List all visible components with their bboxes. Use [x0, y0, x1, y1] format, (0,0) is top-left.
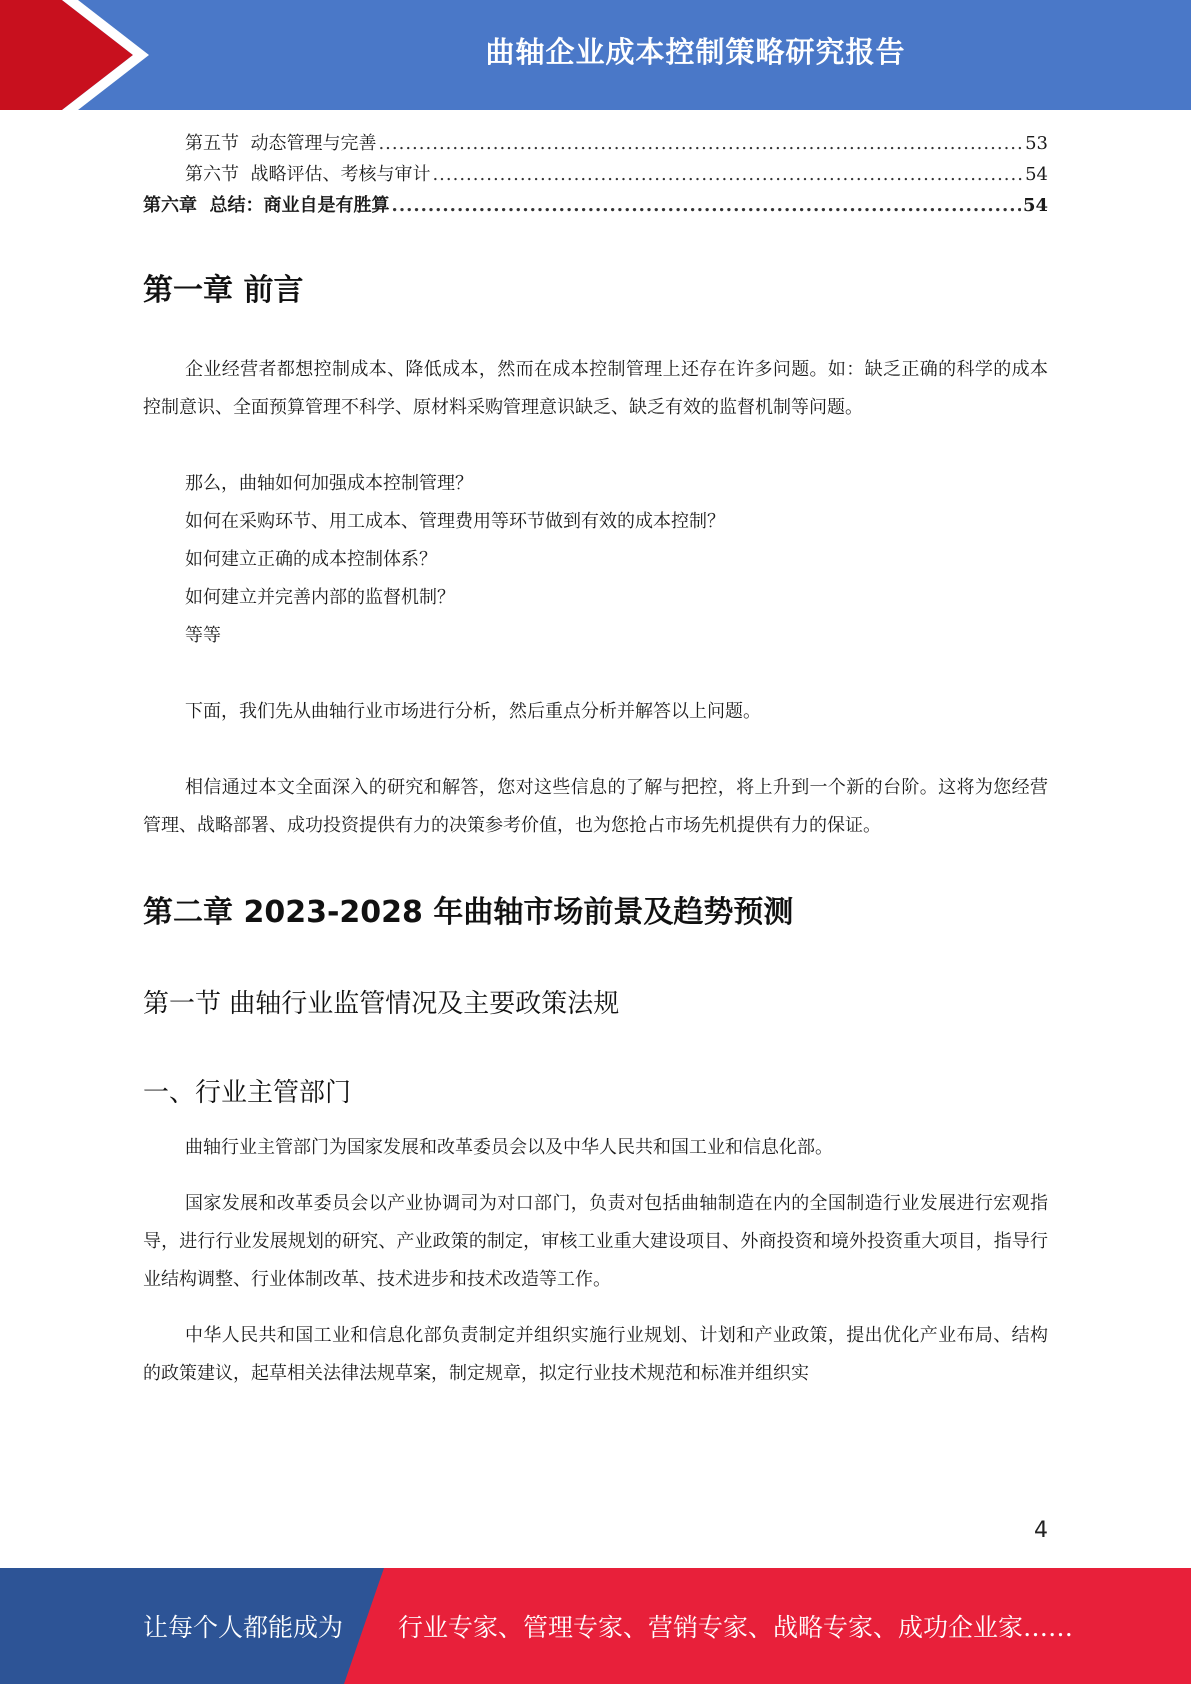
question-line: 如何建立正确的成本控制体系？ [185, 549, 437, 570]
toc-entry[interactable] [143, 128, 1048, 159]
subsection-heading: 一、行业主管部门 [143, 1078, 352, 1108]
chapter-1-heading: 第一章 前言 [143, 273, 304, 308]
chapter-2-heading: 第二章 2023-2028 年曲轴市场前景及趋势预测 [143, 895, 794, 930]
toc-leader-dots [432, 159, 1023, 190]
question-line: 如何建立并完善内部的监督机制？ [185, 587, 455, 608]
page-footer [0, 1568, 1191, 1684]
page-number: 4 [1034, 1518, 1048, 1543]
analysis-paragraph: 下面，我们先从曲轴行业市场进行分析，然后重点分析并解答以上问题。 [185, 701, 761, 722]
authority-paragraph: 曲轴行业主管部门为国家发展和改革委员会以及中华人民共和国工业和信息化部。 [185, 1137, 833, 1158]
toc-entry[interactable] [143, 159, 1048, 190]
toc-entry-label: 第五节 动态管理与完善 [185, 133, 377, 154]
question-line: 如何在采购环节、用工成本、管理费用等环节做到有效的成本控制？ [185, 511, 725, 532]
toc-leader-dots [392, 190, 1021, 221]
question-line: 那么，曲轴如何加强成本控制管理？ [185, 473, 473, 494]
footer-slogan-right: 行业专家、管理专家、营销专家、战略专家、成功企业家…… [398, 1613, 1074, 1642]
toc-entry-page: 54 [1022, 195, 1048, 216]
toc-leader-dots [378, 128, 1023, 159]
toc-entry-label: 第六节 战略评估、考核与审计 [185, 164, 431, 185]
document-body [143, 250, 1048, 1393]
report-title: 曲轴企业成本控制策略研究报告 [485, 34, 906, 69]
toc-entry-chapter[interactable] [143, 190, 1048, 221]
toc-entry-page: 53 [1025, 133, 1048, 154]
toc-entry-label: 第六章 总结：商业自是有胜算 [143, 195, 390, 216]
page-header [0, 0, 1191, 110]
section-1-heading: 第一节 曲轴行业监管情况及主要政策法规 [143, 989, 620, 1019]
header-chevron-decoration [0, 0, 160, 110]
miit-paragraph: 中华人民共和国工业和信息化部负责制定并组织实施行业规划、计划和产业政策，提出优化产业布局、结构的政策建议，起草相关法律法规草案，制定规章，拟定行业技术规范和标准并组织实 [143, 1325, 1048, 1384]
question-list [143, 465, 1048, 655]
table-of-contents [143, 128, 1048, 221]
ndrc-paragraph: 国家发展和改革委员会以产业协调司为对口部门，负责对包括曲轴制造在内的全国制造行业发展进行宏观指导，进行行业发展规划的研究、产业政策的制定，审核工业重大建设项目、外商投资和境外投资重大项目，指导行业结构调整、行业体制改革、技术进步和技术改造等工作。 [143, 1193, 1048, 1290]
question-line: 等等 [185, 625, 221, 646]
footer-slogan-left: 让每个人都能成为 [143, 1613, 344, 1642]
toc-entry-page: 54 [1025, 164, 1048, 185]
intro-paragraph: 企业经营者都想控制成本、降低成本，然而在成本控制管理上还存在许多问题。如：缺乏正确的科学的成本控制意识、全面预算管理不科学、原材料采购管理意识缺乏、缺乏有效的监督机制等问题。 [143, 359, 1048, 418]
value-paragraph: 相信通过本文全面深入的研究和解答，您对这些信息的了解与把控，将上升到一个新的台阶。这将为您经营管理、战略部署、成功投资提供有力的决策参考价值，也为您抢占市场先机提供有力的保证。 [143, 777, 1048, 836]
